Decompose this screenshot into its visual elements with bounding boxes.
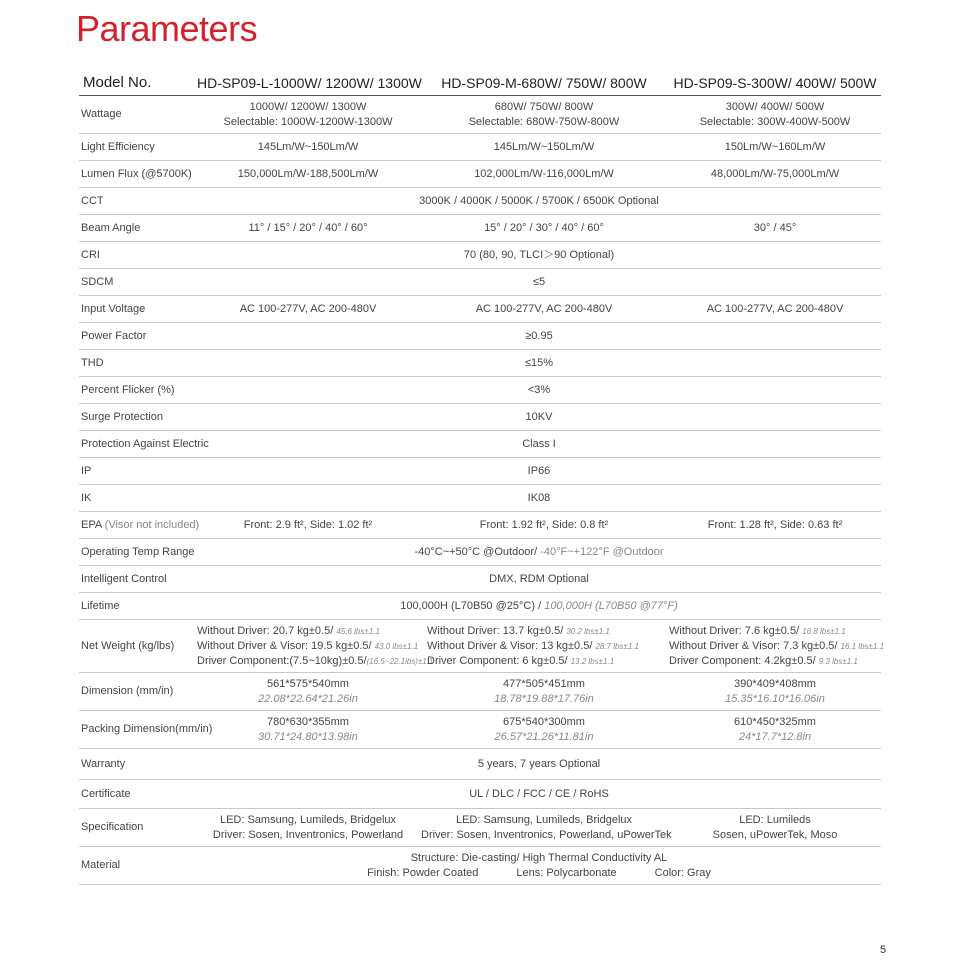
cell-m [419, 96, 669, 134]
weight-lbs: 45.6 lbs±1.1 [336, 626, 380, 636]
row-label: Material [79, 847, 197, 885]
weight-line [669, 654, 879, 669]
weight-line [669, 639, 885, 654]
weight-lbs: 16.8 lbs±1.1 [802, 626, 846, 636]
row-intelligent-control [79, 566, 881, 593]
cell-l [197, 711, 419, 749]
row-efficiency [79, 134, 881, 161]
weight-value: Without Driver & Visor: 7.3 kg±0.5/ [669, 639, 841, 652]
cell-line: Selectable: 680W-750W-800W [468, 115, 620, 128]
cell-all: IP66 [197, 458, 881, 485]
weight-value: Without Driver: 7.6 kg±0.5/ [669, 624, 803, 637]
epa-note: (Visor not included) [104, 518, 200, 531]
row-thd [79, 350, 881, 377]
dim-in: 15.35*16.10*16.06in [725, 692, 825, 705]
cell-all: ≤5 [197, 269, 881, 296]
cell-all: 5 years, 7 years Optional [197, 749, 881, 780]
spec-driver: Driver: Sosen, Inventronics, Powerland [212, 828, 404, 841]
cell-all: IK08 [197, 485, 881, 512]
cell-line: Selectable: 1000W-1200W-1300W [223, 115, 393, 128]
lifetime-fahrenheit: 100,000H (L70B50 @77°F) [541, 599, 678, 612]
cell-s: 150Lm/W~160Lm/W [669, 134, 881, 161]
row-warranty [79, 749, 881, 780]
dim-mm: 477*505*451mm [503, 677, 585, 690]
cell-l: Front: 2.9 ft², Side: 1.02 ft² [197, 512, 419, 539]
cell-s [669, 96, 881, 134]
row-cri [79, 242, 881, 269]
weight-line [419, 654, 667, 669]
row-dimension [79, 673, 881, 711]
cell-l [197, 673, 419, 711]
lifetime-celsius: 100,000H (L70B50 @25°C) / [400, 599, 542, 612]
row-label: Power Factor [79, 323, 197, 350]
cell-s [669, 620, 885, 673]
row-label: Lumen Flux (@5700K) [79, 161, 197, 188]
row-label: Surge Protection [79, 404, 197, 431]
cell-m [419, 809, 672, 847]
cell-all [197, 539, 881, 566]
cell-s: 30° / 45° [669, 215, 881, 242]
cell-all: 70 (80, 90, TLCI＞90 Optional) [197, 242, 881, 269]
row-flux [79, 161, 881, 188]
model-no-label: Model No. [79, 70, 197, 96]
dim-in: 30.71*24.80*13.98in [258, 730, 358, 743]
row-label: Protection Against Electric [79, 431, 197, 458]
cell-m: AC 100-277V, AC 200-480V [419, 296, 669, 323]
temp-fahrenheit: -40°F~+122°F @Outdoor [537, 545, 664, 558]
weight-lbs: 9.3 lbs±1.1 [818, 656, 858, 666]
weight-line [197, 654, 434, 669]
row-label: Input Voltage [79, 296, 197, 323]
cell-all [197, 593, 881, 620]
parameters-table [79, 70, 885, 885]
cell-l: 11° / 15° / 20° / 40° / 60° [197, 215, 419, 242]
material-structure: Structure: Die-casting/ High Thermal Conductivity AL [410, 851, 668, 864]
cell-all: 10KV [197, 404, 881, 431]
dim-mm: 390*409*408mm [734, 677, 816, 690]
row-label: Beam Angle [79, 215, 197, 242]
spec-led: LED: Samsung, Lumileds, Bridgelux [219, 813, 397, 826]
weight-value: Without Driver: 13.7 kg±0.5/ [427, 624, 567, 637]
weight-lbs: 43.0 lbs±1.1 [374, 641, 419, 651]
cell-m: 145Lm/W~150Lm/W [419, 134, 669, 161]
row-label: Dimension (mm/in) [79, 673, 197, 711]
row-lifetime [79, 593, 881, 620]
cell-all: Class I [197, 431, 881, 458]
cell-s: AC 100-277V, AC 200-480V [669, 296, 881, 323]
weight-line [669, 624, 879, 639]
spec-driver: Driver: Sosen, Inventronics, Powerland, uPowerTek [421, 828, 672, 841]
dim-in: 18.78*19.88*17.76in [494, 692, 594, 705]
row-label: Net Weight (kg/lbs) [79, 620, 197, 673]
row-label [79, 512, 200, 539]
row-label: Certificate [79, 780, 197, 809]
row-input-voltage [79, 296, 881, 323]
weight-line [197, 624, 417, 639]
dim-mm: 561*575*540mm [267, 677, 349, 690]
row-label: Percent Flicker (%) [79, 377, 197, 404]
weight-lbs: 13.2 lbs±1.1 [570, 656, 615, 666]
row-label: Wattage [79, 96, 197, 134]
weight-value: Driver Component: 6 kg±0.5/ [427, 654, 571, 667]
cell-line: 300W/ 400W/ 500W [725, 100, 825, 113]
cell-l: 145Lm/W~150Lm/W [197, 134, 419, 161]
dim-in: 24*17.7*12.8in [738, 730, 812, 743]
row-surge [79, 404, 881, 431]
weight-line [419, 639, 667, 654]
weight-value: Driver Component: 4.2kg±0.5/ [669, 654, 819, 667]
row-packing-dimension [79, 711, 881, 749]
cell-l [197, 96, 419, 134]
cell-l: AC 100-277V, AC 200-480V [197, 296, 419, 323]
row-sdcm [79, 269, 881, 296]
cell-m [419, 620, 669, 673]
row-label: Intelligent Control [79, 566, 197, 593]
dim-in: 26.57*21.26*11.81in [494, 730, 594, 743]
weight-lbs: 16.1 lbs±1.1 [840, 641, 885, 651]
row-label: CCT [79, 188, 197, 215]
row-net-weight [79, 620, 881, 673]
model-m-heading: HD-SP09-M-680W/ 750W/ 800W [419, 70, 669, 96]
cell-m [419, 711, 669, 749]
row-beam-angle [79, 215, 881, 242]
temp-celsius: -40°C~+50°C @Outdoor/ [414, 545, 538, 558]
weight-line [197, 639, 417, 654]
row-specification [79, 809, 881, 847]
row-label: Packing Dimension(mm/in) [79, 711, 197, 749]
cell-l: 150,000Lm/W-188,500Lm/W [197, 161, 419, 188]
row-wattage [79, 96, 881, 134]
cell-m: 102,000Lm/W-116,000Lm/W [419, 161, 669, 188]
spec-led: LED: Samsung, Lumileds, Bridgelux [455, 813, 633, 826]
cell-l [197, 620, 434, 673]
row-label: SDCM [79, 269, 197, 296]
row-label: Operating Temp Range [79, 539, 197, 566]
page-number: 5 [880, 944, 887, 956]
cell-all: DMX, RDM Optional [197, 566, 881, 593]
row-label: Lifetime [79, 593, 197, 620]
dim-mm: 675*540*300mm [503, 715, 585, 728]
cell-line: Selectable: 300W-400W-500W [699, 115, 851, 128]
weight-value: Driver Component:(7.5~10kg)±0.5/ [197, 654, 367, 667]
row-flicker [79, 377, 881, 404]
row-ip [79, 458, 881, 485]
cell-m [419, 673, 669, 711]
weight-value: Without Driver: 20.7 kg±0.5/ [197, 624, 337, 637]
row-label: IK [79, 485, 197, 512]
dim-mm: 780*630*355mm [267, 715, 349, 728]
cell-all: ≤15% [197, 350, 881, 377]
cell-line: 1000W/ 1200W/ 1300W [249, 100, 367, 113]
row-certificate [79, 780, 881, 809]
row-material [79, 847, 881, 885]
cell-s: 48,000Lm/W-75,000Lm/W [669, 161, 881, 188]
material-lens: Lens: Polycarbonate [516, 866, 617, 879]
cell-s [669, 711, 881, 749]
dim-in: 22.08*22.64*21.26in [258, 692, 358, 705]
cell-line: 680W/ 750W/ 800W [494, 100, 594, 113]
row-epa [79, 512, 881, 539]
row-cct [79, 188, 881, 215]
row-ik [79, 485, 881, 512]
row-label: Warranty [79, 749, 197, 780]
material-finish-line [199, 866, 879, 881]
spec-driver: Sosen, uPowerTek, Moso [712, 828, 838, 841]
weight-value: Without Driver & Visor: 13 kg±0.5/ [427, 639, 596, 652]
cell-all [197, 847, 881, 885]
model-s-heading: HD-SP09-S-300W/ 400W/ 500W [669, 70, 881, 96]
cell-s [669, 673, 881, 711]
weight-lbs: 28.7 lbs±1.1 [595, 641, 639, 651]
spec-led: LED: Lumileds [739, 813, 811, 826]
cell-l [197, 809, 419, 847]
cell-m: Front: 1.92 ft², Side: 0.8 ft² [419, 512, 669, 539]
material-color: Color: Gray [654, 866, 711, 879]
cell-all: ≥0.95 [197, 323, 881, 350]
row-label: Light Efficiency [79, 134, 197, 161]
row-label: IP [79, 458, 197, 485]
cell-all: UL / DLC / FCC / CE / RoHS [197, 780, 881, 809]
cell-all: <3% [197, 377, 881, 404]
table-header-row [79, 70, 881, 96]
dim-mm: 610*450*325mm [734, 715, 816, 728]
row-label: THD [79, 350, 197, 377]
row-label: CRI [79, 242, 197, 269]
epa-label: EPA [81, 518, 102, 531]
row-power-factor [79, 323, 881, 350]
row-electric-protection [79, 431, 881, 458]
weight-line [419, 624, 667, 639]
row-operating-temp [79, 539, 881, 566]
weight-lbs: 30.2 lbs±1.1 [566, 626, 610, 636]
material-finish: Finish: Powder Coated [367, 866, 479, 879]
cell-s [669, 809, 881, 847]
cell-m: 15° / 20° / 30° / 40° / 60° [419, 215, 669, 242]
weight-value: Without Driver & Visor: 19.5 kg±0.5/ [197, 639, 375, 652]
model-l-heading: HD-SP09-L-1000W/ 1200W/ 1300W [197, 70, 419, 96]
cell-all: 3000K / 4000K / 5000K / 5700K / 6500K Optional [197, 188, 881, 215]
cell-s: Front: 1.28 ft², Side: 0.63 ft² [669, 512, 881, 539]
page-title: Parameters [76, 8, 258, 49]
row-label: Specification [79, 809, 197, 847]
weight-lbs: (16.5~22.1lbs)±1.1 [366, 656, 434, 666]
